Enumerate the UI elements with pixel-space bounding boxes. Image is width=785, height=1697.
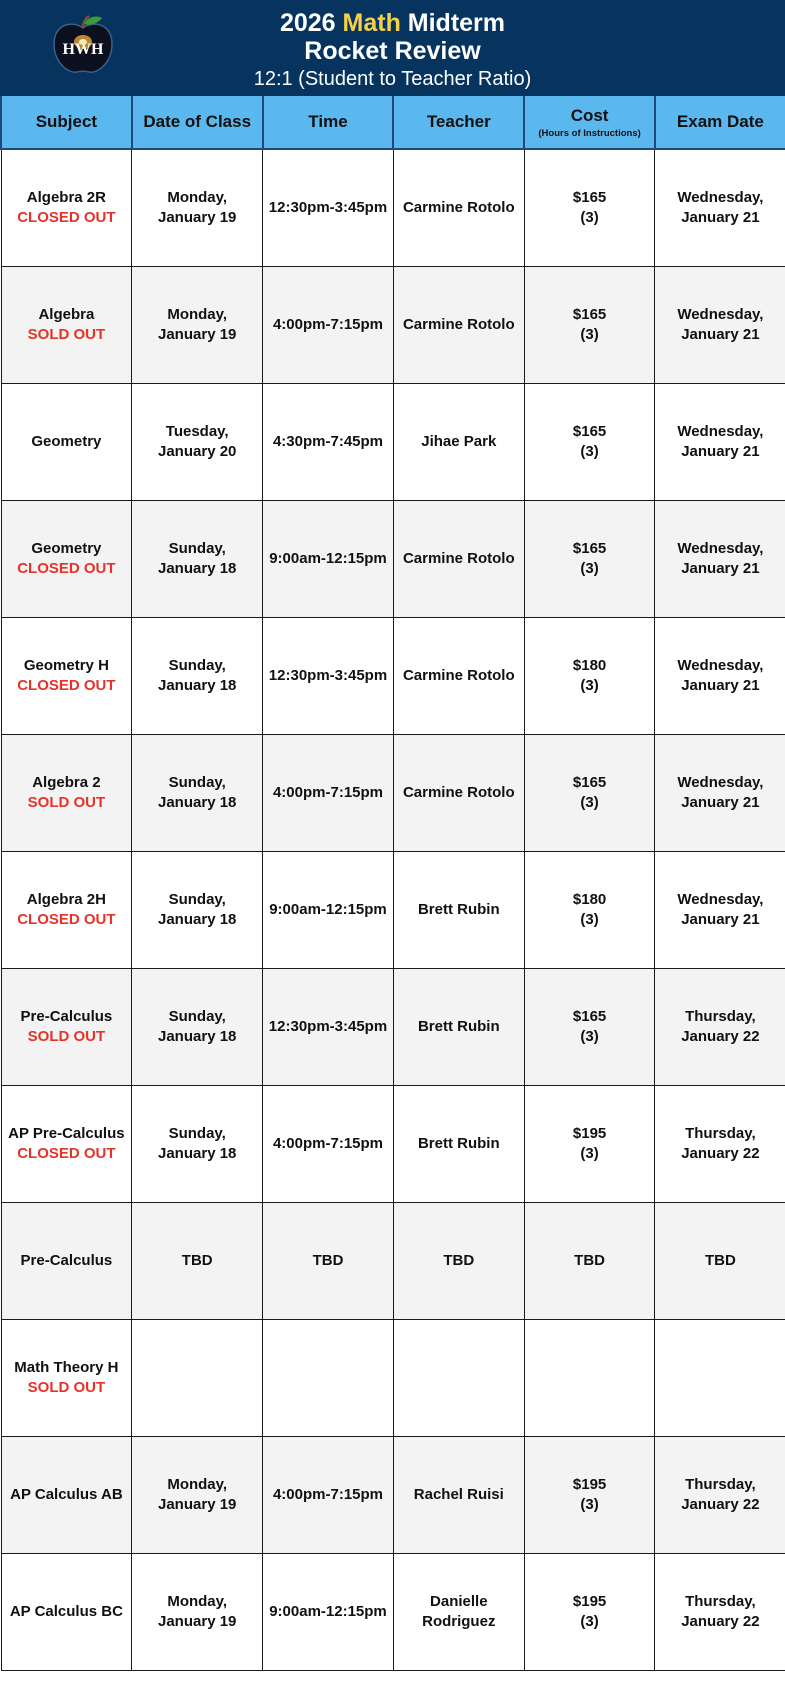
subject-cell (1, 149, 132, 266)
cost-hours: (3) (580, 1027, 599, 1045)
column-header-label: Time (308, 112, 348, 131)
subject-cell (1, 617, 132, 734)
teacher-name: Brett Rubin (417, 900, 500, 918)
time-cell (263, 617, 394, 734)
cost-cell (524, 851, 655, 968)
exam-date-cell (655, 968, 785, 1085)
class-day: Sunday, (168, 656, 226, 674)
subject-name: Algebra 2 (32, 773, 101, 791)
cost-hours: (3) (580, 442, 599, 460)
class-time: 4:00pm-7:15pm (272, 1485, 384, 1503)
table-row (1, 149, 785, 266)
teacher-cell (393, 1319, 524, 1436)
teacher-cell (393, 149, 524, 266)
teacher-cell (393, 1202, 524, 1319)
exam-date: January 21 (681, 325, 760, 343)
subject-name: Pre-Calculus (20, 1007, 113, 1025)
class-time: 9:00am-12:15pm (269, 549, 387, 567)
class-time: 12:30pm-3:45pm (268, 198, 388, 216)
time-cell (263, 1436, 394, 1553)
class-date-cell (132, 1436, 263, 1553)
class-date-cell (132, 734, 263, 851)
exam-date-cell (655, 149, 785, 266)
cost-hours: (3) (580, 208, 599, 226)
table-row (1, 383, 785, 500)
teacher-name: Carmine Rotolo (402, 666, 515, 684)
subject-cell (1, 500, 132, 617)
subject-name: Geometry H (23, 656, 109, 674)
class-date: January 19 (158, 325, 237, 343)
teacher-name: Carmine Rotolo (402, 783, 515, 801)
column-header (132, 96, 263, 149)
exam-date: January 22 (681, 1027, 760, 1045)
class-day: Sunday, (168, 890, 226, 908)
cost-cell (524, 1319, 655, 1436)
cost-cell (524, 968, 655, 1085)
exam-date: January 21 (681, 910, 760, 928)
teacher-name: Brett Rubin (417, 1017, 500, 1035)
class-date: January 19 (158, 1612, 237, 1630)
exam-date-cell (655, 1553, 785, 1670)
page-title-line-2: Rocket Review (304, 37, 481, 65)
table-row (1, 500, 785, 617)
exam-date-cell (655, 1202, 785, 1319)
table-row (1, 1085, 785, 1202)
table-row (1, 1319, 785, 1436)
table-row (1, 734, 785, 851)
subject-name: Algebra 2H (26, 890, 106, 908)
exam-day: Wednesday, (677, 422, 764, 440)
class-date-cell (132, 1553, 263, 1670)
time-cell (263, 968, 394, 1085)
cost-hours: (3) (580, 676, 599, 694)
table-body (1, 149, 785, 1670)
cost-price: $165 (572, 188, 607, 206)
cost-cell (524, 1553, 655, 1670)
exam-day: Wednesday, (677, 188, 764, 206)
class-day: Sunday, (168, 539, 226, 557)
time-cell (263, 266, 394, 383)
subject-name: AP Calculus AB (10, 1485, 123, 1503)
exam-date-cell (655, 1436, 785, 1553)
status-label: SOLD OUT (27, 325, 106, 343)
class-time: 12:30pm-3:45pm (268, 1017, 388, 1035)
time-cell (263, 1553, 394, 1670)
cost-cell (524, 383, 655, 500)
class-date: January 18 (158, 559, 237, 577)
class-date-cell (132, 500, 263, 617)
cost-cell (524, 1085, 655, 1202)
exam-day: Thursday, (685, 1592, 756, 1610)
teacher-cell (393, 968, 524, 1085)
cost-cell (524, 617, 655, 734)
status-label: SOLD OUT (27, 793, 106, 811)
exam-date: January 21 (681, 442, 760, 460)
class-time: 9:00am-12:15pm (269, 1602, 387, 1620)
column-header-label: Cost (570, 105, 609, 125)
column-header (655, 96, 785, 149)
teacher-cell (393, 1436, 524, 1553)
subject-cell (1, 851, 132, 968)
exam-day: Thursday, (685, 1124, 756, 1142)
class-day: Monday, (167, 1592, 228, 1610)
table-row (1, 1202, 785, 1319)
cost-cell (524, 266, 655, 383)
time-cell (263, 500, 394, 617)
class-day: Monday, (167, 188, 228, 206)
exam-date: January 21 (681, 208, 760, 226)
teacher-cell (393, 851, 524, 968)
cost-price: $165 (572, 305, 607, 323)
exam-date: January 22 (681, 1612, 760, 1630)
teacher-name: Carmine Rotolo (402, 198, 515, 216)
exam-day: Wednesday, (677, 656, 764, 674)
class-time: 4:00pm-7:15pm (272, 783, 384, 801)
subject-name: Math Theory H (14, 1358, 119, 1376)
exam-date: January 22 (681, 1144, 760, 1162)
class-date: January 18 (158, 1144, 237, 1162)
status-label: CLOSED OUT (17, 1144, 116, 1162)
subject-cell (1, 1553, 132, 1670)
class-date-cell (132, 851, 263, 968)
column-header (393, 96, 524, 149)
teacher-name: Rachel Ruisi (413, 1485, 504, 1503)
cost-cell (524, 1436, 655, 1553)
column-header (524, 96, 655, 149)
page-subtitle: 12:1 (Student to Teacher Ratio) (253, 68, 532, 90)
exam-day: Thursday, (685, 1007, 756, 1025)
status-label: CLOSED OUT (17, 559, 116, 577)
teacher-name: Jihae Park (421, 432, 497, 450)
exam-date-cell (655, 617, 785, 734)
title-accent-word: Math (342, 9, 401, 37)
status-label: CLOSED OUT (17, 208, 116, 226)
status-label: SOLD OUT (27, 1027, 106, 1045)
cost-price: $180 (572, 656, 607, 674)
exam-date-cell (655, 500, 785, 617)
exam-date-cell (655, 734, 785, 851)
exam-date-cell (655, 851, 785, 968)
class-time: TBD (312, 1251, 344, 1269)
exam-date: January 22 (681, 1495, 760, 1513)
cost-price: $165 (572, 539, 607, 557)
cost-cell (524, 1202, 655, 1319)
cost-price: $195 (572, 1124, 607, 1142)
subject-name: AP Pre-Calculus (8, 1124, 125, 1142)
column-header-sublabel: (Hours of Instructions) (538, 127, 641, 139)
class-date: January 18 (158, 1027, 237, 1045)
schedule-table (0, 96, 785, 1671)
subject-cell (1, 734, 132, 851)
time-cell (263, 734, 394, 851)
subject-cell (1, 1436, 132, 1553)
status-label: CLOSED OUT (17, 910, 116, 928)
column-header-label: Teacher (426, 112, 491, 131)
status-label: CLOSED OUT (17, 676, 116, 694)
class-day: Sunday, (168, 1124, 226, 1142)
table-row (1, 851, 785, 968)
cost-price: TBD (574, 1251, 605, 1269)
exam-day: Wednesday, (677, 305, 764, 323)
exam-day: Wednesday, (677, 773, 764, 791)
class-day: Sunday, (168, 773, 226, 791)
column-header (1, 96, 132, 149)
class-date: January 18 (158, 676, 237, 694)
teacher-cell (393, 1085, 524, 1202)
subject-cell (1, 383, 132, 500)
page-header (0, 0, 785, 96)
exam-date-cell (655, 266, 785, 383)
teacher-name: Brett Rubin (417, 1134, 500, 1152)
class-day: Monday, (167, 305, 228, 323)
time-cell (263, 383, 394, 500)
class-day: TBD (181, 1251, 213, 1269)
class-date: January 19 (158, 208, 237, 226)
subject-name: Pre-Calculus (20, 1251, 113, 1269)
cost-price: $165 (572, 773, 607, 791)
title-suffix: Midterm (400, 9, 506, 37)
cost-hours: (3) (580, 793, 599, 811)
cost-price: $195 (572, 1475, 607, 1493)
time-cell (263, 1202, 394, 1319)
class-date-cell (132, 149, 263, 266)
column-header-label: Date of Class (143, 112, 252, 131)
class-date-cell (132, 968, 263, 1085)
teacher-name-line-2: Rodriguez (422, 1612, 496, 1630)
subject-name: Algebra 2R (26, 188, 106, 206)
subject-name: Algebra (38, 305, 95, 323)
table-row (1, 617, 785, 734)
class-date-cell (132, 1085, 263, 1202)
svg-text:HWH: HWH (62, 41, 104, 58)
title-prefix: 2026 (279, 9, 343, 37)
cost-cell (524, 149, 655, 266)
time-cell (263, 851, 394, 968)
subject-cell (1, 1319, 132, 1436)
teacher-cell (393, 266, 524, 383)
teacher-cell (393, 734, 524, 851)
cost-hours: (3) (580, 1612, 599, 1630)
status-label: SOLD OUT (27, 1378, 106, 1396)
cost-price: $165 (572, 1007, 607, 1025)
teacher-name: Carmine Rotolo (402, 315, 515, 333)
teacher-cell (393, 500, 524, 617)
exam-day: Wednesday, (677, 890, 764, 908)
hwh-apple-logo (50, 14, 116, 76)
table-header-row (1, 96, 785, 149)
cost-hours: (3) (580, 910, 599, 928)
teacher-name: Danielle (430, 1592, 488, 1610)
teacher-cell (393, 383, 524, 500)
cost-cell (524, 734, 655, 851)
class-date-cell (132, 383, 263, 500)
class-day: Sunday, (168, 1007, 226, 1025)
cost-price: $180 (572, 890, 607, 908)
exam-date-cell (655, 383, 785, 500)
class-time: 9:00am-12:15pm (269, 900, 387, 918)
table-row (1, 1553, 785, 1670)
cost-price: $195 (572, 1592, 607, 1610)
time-cell (263, 149, 394, 266)
subject-name: Geometry (31, 432, 102, 450)
column-header (263, 96, 394, 149)
class-date-cell (132, 617, 263, 734)
exam-date: January 21 (681, 793, 760, 811)
teacher-cell (393, 617, 524, 734)
teacher-cell (393, 1553, 524, 1670)
column-header-label: Exam Date (676, 112, 764, 131)
class-date: January 19 (158, 1495, 237, 1513)
subject-cell (1, 266, 132, 383)
exam-date: January 21 (681, 676, 760, 694)
class-day: Monday, (167, 1475, 228, 1493)
class-date: January 18 (158, 910, 237, 928)
exam-day: Thursday, (685, 1475, 756, 1493)
teacher-name: TBD (443, 1251, 475, 1269)
exam-date-cell (655, 1319, 785, 1436)
subject-cell (1, 1202, 132, 1319)
class-date-cell (132, 1202, 263, 1319)
cost-hours: (3) (580, 559, 599, 577)
cost-hours: (3) (580, 1495, 599, 1513)
exam-day: TBD (704, 1251, 736, 1269)
class-date-cell (132, 266, 263, 383)
cost-hours: (3) (580, 1144, 599, 1162)
class-time: 4:30pm-7:45pm (272, 432, 384, 450)
table-row (1, 1436, 785, 1553)
time-cell (263, 1319, 394, 1436)
cost-hours: (3) (580, 325, 599, 343)
page-title (0, 9, 785, 37)
subject-name: AP Calculus BC (9, 1602, 123, 1620)
subject-cell (1, 968, 132, 1085)
time-cell (263, 1085, 394, 1202)
class-date: January 20 (158, 442, 237, 460)
subject-name: Geometry (31, 539, 102, 557)
exam-date: January 21 (681, 559, 760, 577)
class-time: 4:00pm-7:15pm (272, 315, 384, 333)
exam-date-cell (655, 1085, 785, 1202)
table-row (1, 266, 785, 383)
table-row (1, 968, 785, 1085)
class-date-cell (132, 1319, 263, 1436)
teacher-name: Carmine Rotolo (402, 549, 515, 567)
class-date: January 18 (158, 793, 237, 811)
exam-day: Wednesday, (677, 539, 764, 557)
class-time: 12:30pm-3:45pm (268, 666, 388, 684)
column-header-label: Subject (35, 112, 98, 131)
cost-price: $165 (572, 422, 607, 440)
subject-cell (1, 1085, 132, 1202)
class-day: Tuesday, (165, 422, 229, 440)
class-time: 4:00pm-7:15pm (272, 1134, 384, 1152)
cost-cell (524, 500, 655, 617)
